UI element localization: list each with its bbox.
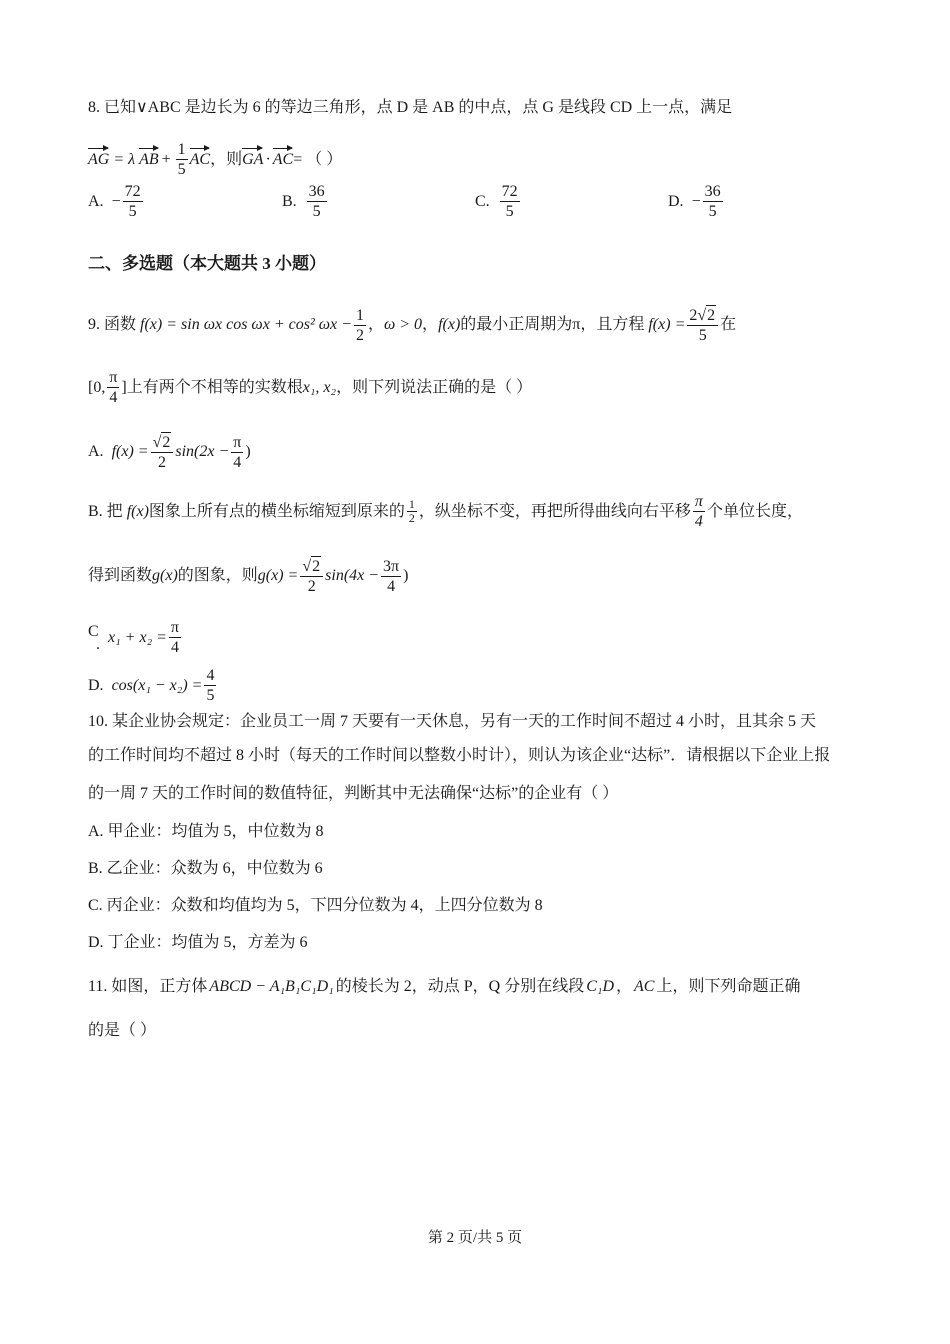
q9-option-b-line1: B. 把 f(x) 图象上所有点的横坐标缩短到原来的 $\frac{1}{2}$ ，纵坐标不变，再把所得曲线向右平移 $\frac{\pi}{4}$ 个单位长度， [88, 493, 803, 530]
q8-line1: 8. 已知∨ABC 是边长为 6 的等边三角形，点 D 是 AB 的中点，点 G 是线段 CD 上一点，满足 [88, 99, 733, 116]
q8-option-b: B. $\frac{36}{5}$ [282, 183, 325, 220]
fraction-2sqrt2-over-5: 2√ 2 5 [687, 305, 718, 345]
q10-option-b: B. 乙企业：众数为 6，中位数为 6 [88, 860, 323, 877]
q10-option-d: D. 丁企业：均值为 5，方差为 6 [88, 934, 308, 951]
q9-line1: 9. 函数 f(x) = sin ωx cos ωx + cos² ωx − $\frac{1}{2}$ ， ω > 0 ， f(x) 的最小正周期为π，且方程 f(x) = 2√ 2 5 在 [88, 306, 737, 344]
q10-option-c: C. 丙企业：众数和均值均为 5，下四分位数为 4，上四分位数为 8 [88, 897, 543, 914]
vector-ab: AB [139, 150, 159, 168]
fraction-one-fifth: $\frac{1}{5}$ [177, 141, 186, 178]
q9-line2: [0, $\frac{\pi}{4}$ ] 上有两个不相等的实数根 x₁, x₂ ，则下列说法正确的是（ ） [88, 369, 533, 406]
q10-line2: 的工作时间均不超过 8 小时（每天的工作时间以整数小时计），则认为该企业“达标”．请根据以下企业上报 [88, 747, 831, 764]
q8-line2: AG = λ AB + $\frac{1}{5}$ AC ，则 GA · AC = （ ） [88, 141, 343, 178]
q11-line2: 的是（ ） [88, 1022, 157, 1039]
q9-option-c: C . x₁ + x₂ = $\frac{\pi}{4}$ [88, 619, 179, 656]
q10-option-a: A. 甲企业：均值为 5，中位数为 8 [88, 823, 324, 840]
q8-option-a: A. − $\frac{72}{5}$ [88, 183, 141, 220]
q9-option-b-line2: 得到函数 g(x) 的图象，则 g(x) = √ 2 2 sin(4x − $\frac{3\pi}{4}$ ) [88, 557, 409, 595]
page-footer: 第 2 页/共 5 页 [427, 1230, 523, 1246]
q9-option-a: A. f(x) = √ 2 2 sin(2x − $\frac{\pi}{4}$ ) [88, 433, 251, 471]
q8-option-d: D. − $\frac{36}{5}$ [668, 183, 721, 220]
section-heading: 二、多选题（本大题共 3 小题） [88, 254, 326, 273]
vector-ac: AC [189, 150, 211, 168]
vector-ga: GA [242, 150, 264, 168]
vector-ac-2: AC [272, 150, 294, 168]
q11-line1: 11. 如图，正方体 ABCD − A₁B₁C₁D₁ 的棱长为 2，动点 P，Q 分别在线段 C₁D ， AC 上，则下列命题正确 [88, 978, 801, 995]
q10-line3: 的一周 7 天的工作时间的数值特征，判断其中无法确保“达标”的企业有（ ） [88, 785, 619, 802]
q10-line1: 10. 某企业协会规定：企业员工一周 7 天要有一天休息，另有一天的工作时间不超过 4 小时，且其余 5 天 [88, 713, 817, 730]
q8-option-c: C. $\frac{72}{5}$ [475, 183, 518, 220]
q9-option-d: D. cos(x₁ − x₂) = $\frac{4}{5}$ [88, 667, 215, 704]
vector-ag: AG [88, 150, 110, 168]
